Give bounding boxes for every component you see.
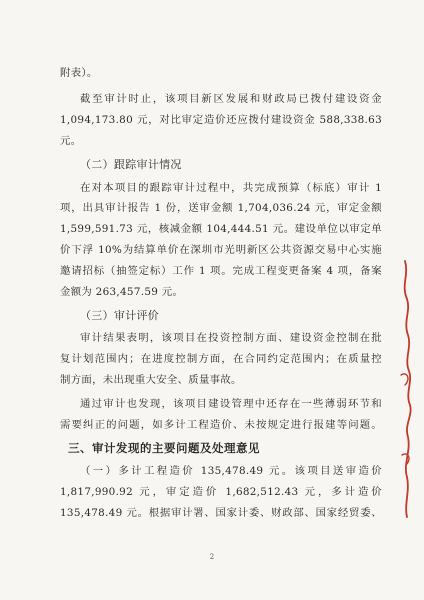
- text-line: 需要纠正的问题，如多计工程造价、未按规定进行报建等问题。: [60, 419, 382, 431]
- text-line: 元。: [60, 135, 82, 147]
- text-line: 1,599,591.73 元，核减金额 104,444.51 元。建设单位以审定单: [60, 223, 382, 235]
- text-line: 1,094,173.80 元，对比审定造价还应拨付建设资金 588,338.63: [60, 114, 382, 126]
- text-line: 1,817,990.92 元，审定造价 1,682,512.43 元，多计造价: [60, 486, 382, 498]
- text-line: 金额为 263,457.59 元。: [60, 286, 184, 298]
- text-line: 通过审计也发现，该项目建设管理中还存在一些薄弱环节和: [80, 398, 382, 410]
- text-line: 复计划范围内；在进度控制方面，在合同约定范围内；在质量控: [60, 353, 382, 365]
- text-line: 项，出具审计报告 1 份，送审金额 1,704,036.24 元，审定金额: [60, 202, 382, 214]
- text-line: 在对本项目的跟踪审计过程中，共完成预算（标底）审计 1: [80, 182, 382, 194]
- main-heading: 三、审计发现的主要问题及处理意见: [68, 441, 260, 455]
- text-line: 制方面，未出现重大安全、质量事故。: [60, 374, 242, 386]
- text-line: 价下浮 10%为结算单价在深圳市光明新区公共资源交易中心实施: [60, 244, 382, 256]
- text-line: 附表）。: [60, 67, 98, 79]
- margin-signature: [395, 255, 417, 555]
- text-line: 截至审计时止，该项目新区发展和财政局已拨付建设资金: [80, 93, 382, 105]
- text-line: 邀请招标（抽签定标）工作 1 项。完成工程变更备案 4 项，备案: [60, 265, 382, 277]
- text-line: 审计结果表明，该项目在投资控制方面、建设资金控制在批: [80, 332, 382, 344]
- section-heading: （二）跟踪审计情况: [80, 158, 182, 171]
- text-line: 135,478.49 元。根据审计署、国家计委、财政部、国家经贸委、: [60, 507, 382, 519]
- text-line: （一）多计工程造价 135,478.49 元。该项目送审造价: [80, 465, 382, 477]
- section-heading: （三）审计评价: [80, 309, 160, 322]
- page-number: 2: [209, 553, 215, 561]
